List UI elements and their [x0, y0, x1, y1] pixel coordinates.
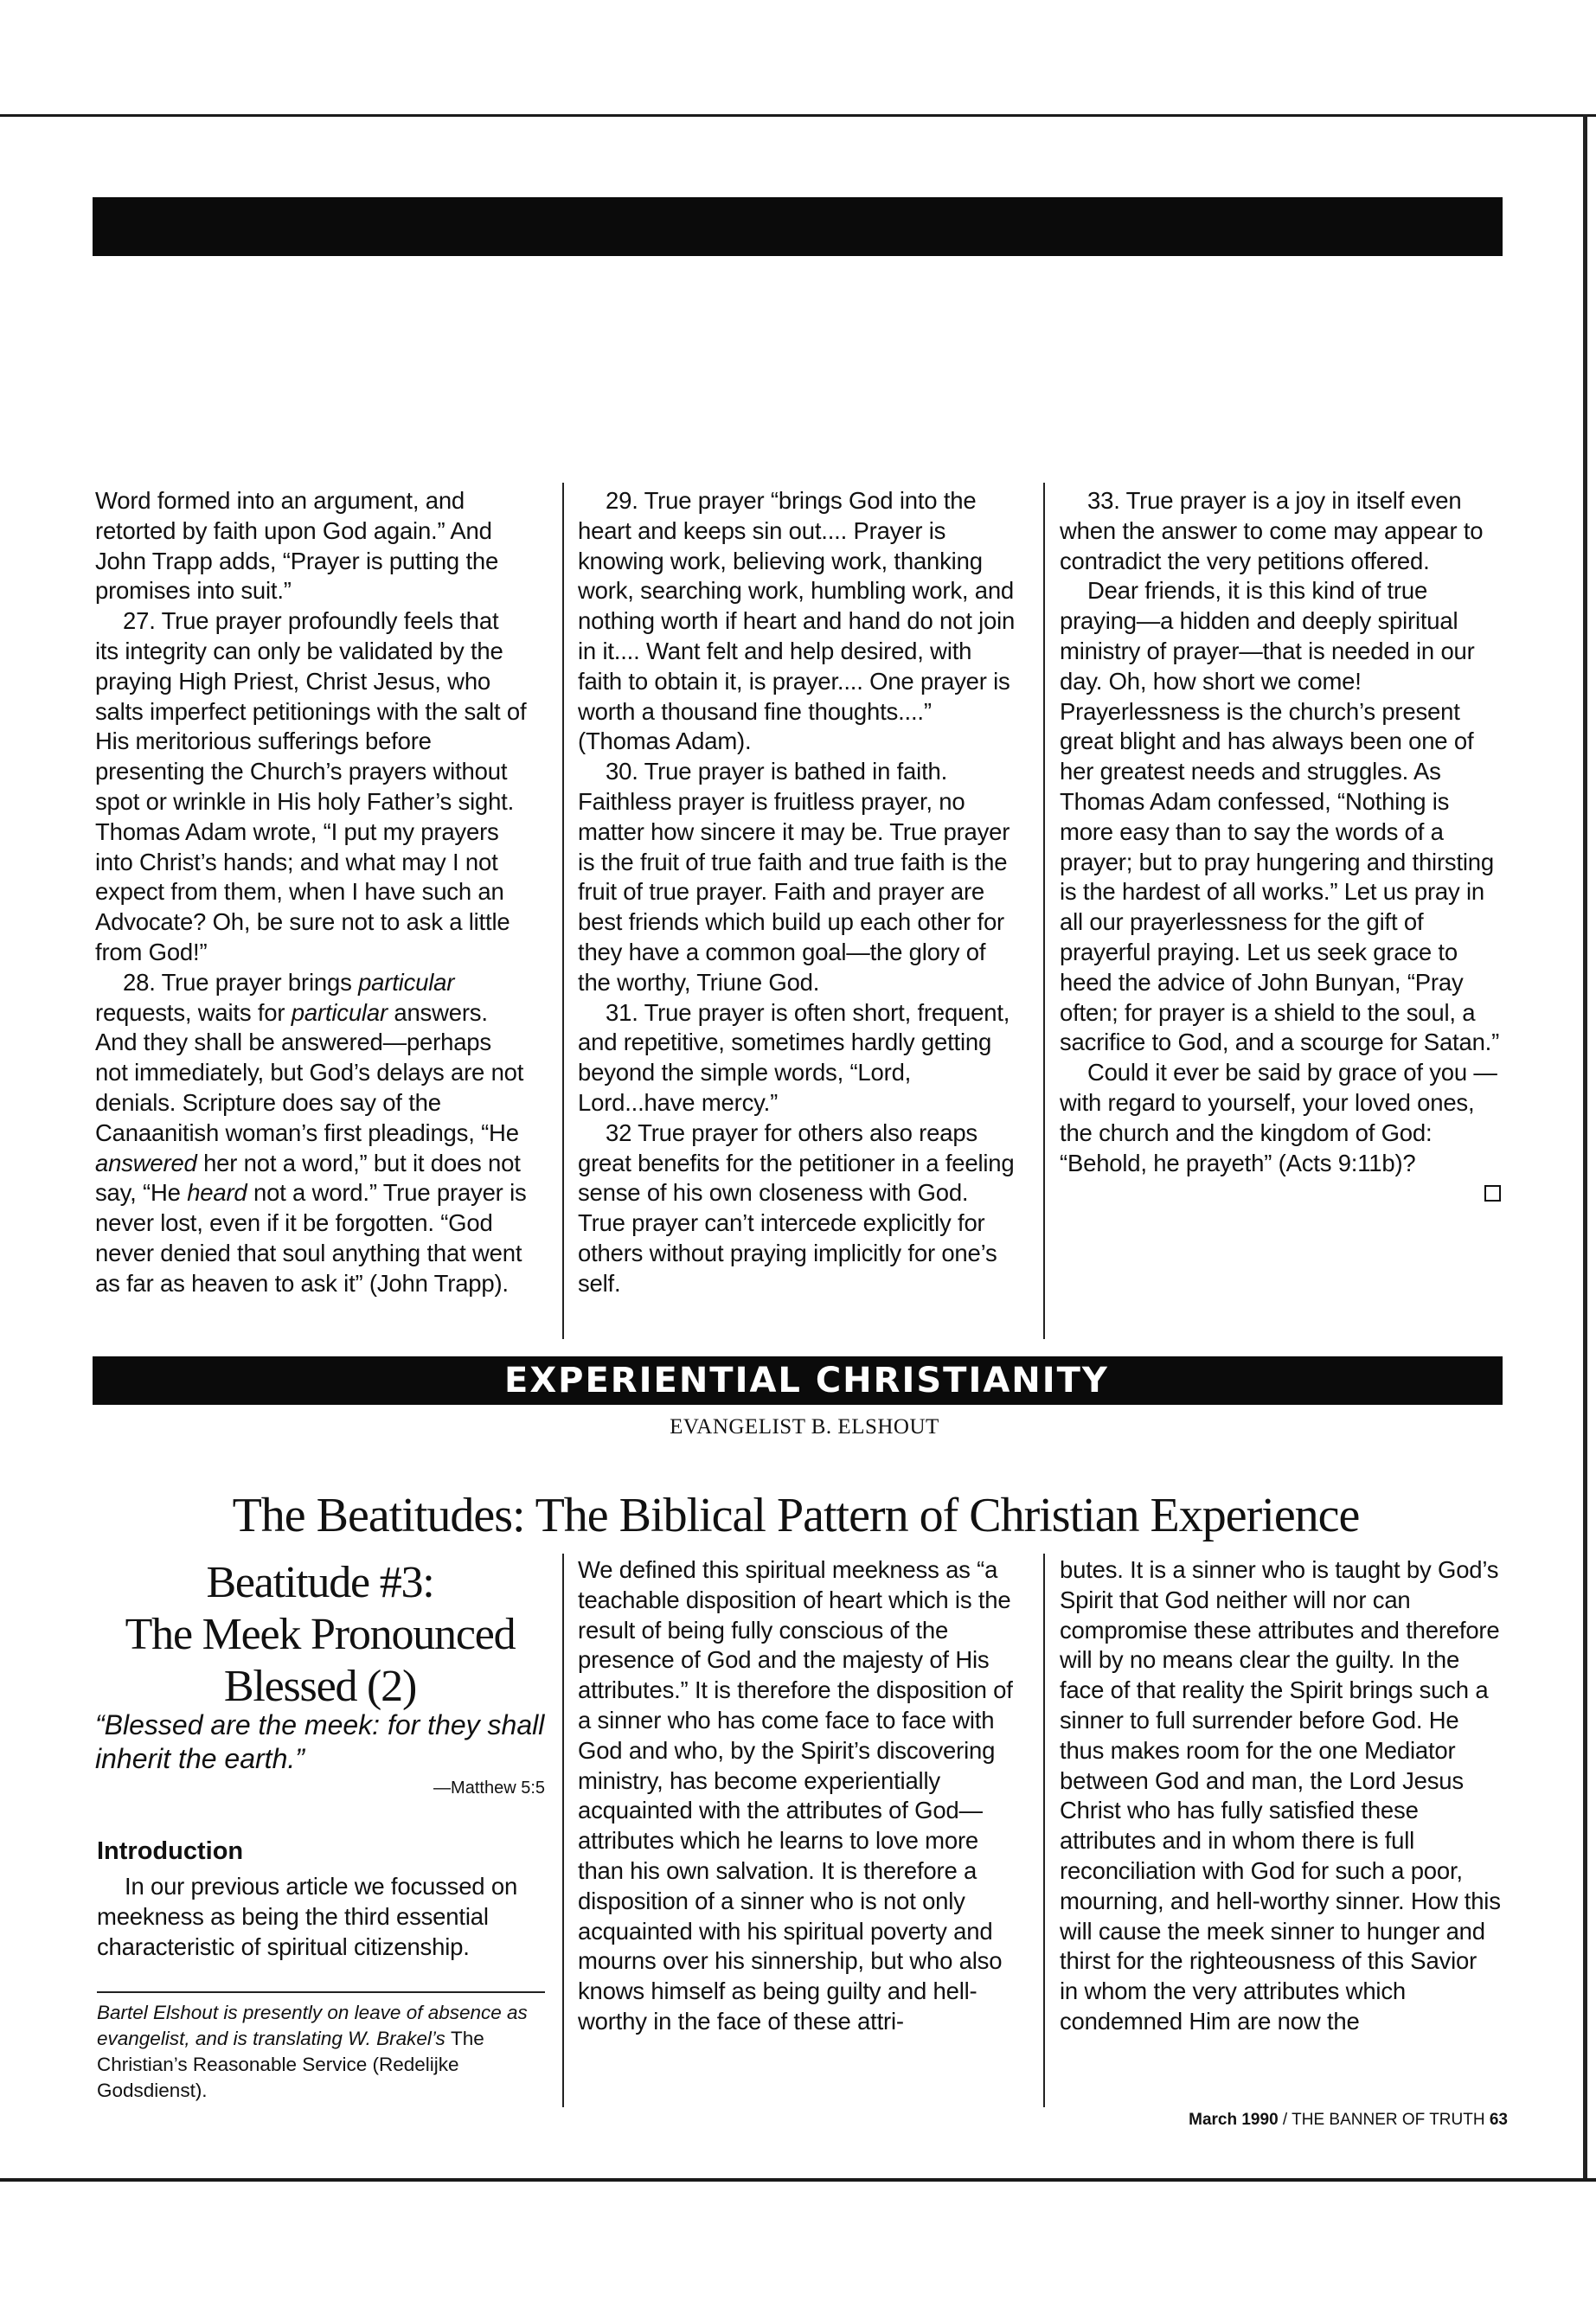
intro-heading: Introduction: [97, 1837, 244, 1865]
beatitude-title: [95, 1557, 545, 1713]
scan-edge-bottom: [0, 2178, 1596, 2182]
beatitude-line: Beatitude #3:: [206, 1558, 434, 1607]
paragraph-30: 30. True prayer is bathed in faith. Faithless prayer is fruitless prayer, no matter how sincere it may be. True prayer is the fruit of true faith and true faith is the fruit of true prayer. Faith and prayer are best friends which build up each other for they have a common goal—the glory of the worthy, Triune God.: [578, 758, 1010, 996]
section-banner-title: EXPERIENTIAL CHRISTIANITY: [504, 1361, 1109, 1400]
scan-edge-right: [1583, 114, 1587, 2182]
paragraph: [1060, 1058, 1501, 1178]
column-rule: [1043, 483, 1045, 1339]
article-headline: The Beatitudes: The Biblical Pattern of Christian Experience: [232, 1489, 1360, 1542]
paragraph: butes. It is a sinner who is taught by God’s Spirit that God neither will nor can compromise these attributes and therefore will by no means clear the guilty. In the face of that reality the Spirit brings such a sinner to full surrender before God. He thus makes room for the one Mediator between God and man, the Lord Jesus Christ who has fully satisfied these attributes and in whom there is full reconciliation with God for such a poor, mourning, and hell-worthy sinner. How this will cause the meek sinner to hunger and thirst for the righteousness of this Savior in whom the very attributes which condemned Him are now the: [1060, 1556, 1501, 2035]
author-byline: EVANGELIST B. ELSHOUT: [670, 1415, 939, 1439]
paragraph: Word formed into an argument, and retorted by faith upon God again.” And John Trapp adds, “Prayer is putting the promises into suit.”: [95, 487, 499, 605]
footer-separator: /: [1278, 2111, 1292, 2129]
footer-publication: THE BANNER OF TRUTH: [1292, 2111, 1485, 2129]
emphasis: answered: [95, 1149, 197, 1176]
page-number: 63: [1489, 2111, 1508, 2129]
text-run: not a word.” True prayer is never lost, even if it be forgotten. “God never denied that soul anything that went as far as heaven to ask it” (John Trapp).: [95, 1179, 527, 1297]
scan-edge-top: [0, 114, 1596, 117]
paragraph: Dear friends, it is this kind of true praying—a hidden and deeply spiritual ministry of prayer—that is needed in our day. Oh, how short we come! Prayerlessness is the church’s present great blight and has always been one of her greatest needs and struggles. As Thomas Adam confessed, “Nothing is more easy than to say the words of a prayer; but to pray hungering and thirsting is the hardest of all works.” Let us pray in all our prayerlessness for the gift of prayerful praying. Let us seek grace to heed the advice of John Bunyan, “Pray often; for prayer is a shield to the soul, a sacrifice to God, and a scourge for Satan.”: [1060, 577, 1500, 1056]
text-run: Could it ever be said by grace of you —with regard to yourself, your loved ones, the church and the kingdom of God: “Behold, he prayeth” (Acts 9:11b)?: [1060, 1059, 1497, 1176]
text-run: answers. And they shall be answered—perhaps not immediately, but God’s delays are not denials. Scripture does say of the Canaanitish woman’s first pleadings, “He: [95, 998, 524, 1146]
paragraph-33: 33. True prayer is a joy in itself even when the answer to come may appear to contradict the very petitions offered.: [1060, 487, 1484, 574]
epigraph-quote: “Blessed are the meek: for they shall inherit the earth.”: [95, 1709, 545, 1774]
top-column-3: [1060, 486, 1501, 1208]
article-column-3: [1060, 1555, 1501, 2037]
emphasis: particular: [291, 998, 388, 1026]
page-footer: [1125, 2111, 1508, 2130]
paragraph-32: 32 True prayer for others also reaps great benefits for the petitioner in a feeling sense of his own closeness with God. True prayer can’t intercede explicitly for others without praying implicitly for one’s self.: [578, 1118, 1015, 1297]
header-black-bar: [93, 197, 1503, 256]
author-note-title: The Christian’s Reasonable Service (Redelijke Godsdienst).: [97, 2028, 484, 2101]
top-column-1: [95, 486, 528, 1299]
paragraph: We defined this spiritual meekness as “a teachable disposition of heart which is the result of being fully conscious of the presence of God and the majesty of His attributes.” It is therefore the disposition of a sinner who has come face to face with God and who, by the Spirit’s discovering ministry, has become experientially acquainted with the attributes of God—attributes which he learns to love more than his own salvation. It is therefore a disposition of a sinner who is not only acquainted with his spiritual poverty and mourns over his sinnership, but who also knows himself as being guilty and hell-worthy in the face of these attri-: [578, 1556, 1013, 2035]
text-run: 28. True prayer brings: [123, 968, 359, 996]
beatitude-line: The Meek Pronounced: [125, 1610, 516, 1659]
paragraph-31: 31. True prayer is often short, frequent, and repetitive, sometimes hardly getting beyond the simple words, “Lord, Lord...have mercy.”: [578, 998, 1010, 1116]
author-note-italic: Bartel Elshout is presently on leave of absence as evangelist, and is translating W. Brakel’s: [97, 2002, 528, 2049]
emphasis: heard: [187, 1179, 247, 1207]
intro-text: [97, 1872, 529, 1962]
note-divider: [97, 1991, 545, 1993]
column-rule: [562, 483, 564, 1339]
column-rule: [562, 1554, 564, 2107]
author-note: [97, 2000, 538, 2104]
top-column-2: [578, 486, 1019, 1299]
epigraph-reference: —Matthew 5:5: [433, 1779, 545, 1798]
section-banner: [93, 1356, 1503, 1405]
paragraph: In our previous article we focussed on meekness as being the third essential characteristic of spiritual citizenship.: [97, 1873, 518, 1960]
emphasis: particular: [358, 968, 455, 996]
text-run: her not a word,” but it does not say, “He: [95, 1149, 521, 1207]
end-mark: [1060, 1178, 1501, 1208]
footer-date: March 1990: [1189, 2111, 1279, 2129]
article-column-2: [578, 1555, 1019, 2037]
column-rule: [1043, 1554, 1045, 2107]
paragraph-27: 27. True prayer profoundly feels that its integrity can only be validated by the praying High Priest, Christ Jesus, who salts imperfect petitionings with the salt of His meritorious sufferings before presenting the Church’s prayers without spot or wrinkle in His holy Father’s sight. Thomas Adam wrote, “I put my prayers into Christ’s hands; and what may I not expect from them, when I have such an Advocate? Oh, be sure not to ask a little from God!”: [95, 607, 527, 965]
end-square-icon: [1484, 1185, 1501, 1202]
paragraph-28: [95, 968, 528, 1299]
beatitude-line: Blessed (2): [223, 1662, 417, 1711]
text-run: requests, waits for: [95, 998, 292, 1026]
paragraph-29: 29. True prayer “brings God into the heart and keeps sin out.... Prayer is knowing work, believing work, thanking work, searching work, humbling work, and nothing worth if heart and hand do not join in it.... Want felt and help desired, with faith to obtain it, is prayer.... One prayer is worth a thousand fine thoughts....” (Thomas Adam).: [578, 487, 1016, 755]
